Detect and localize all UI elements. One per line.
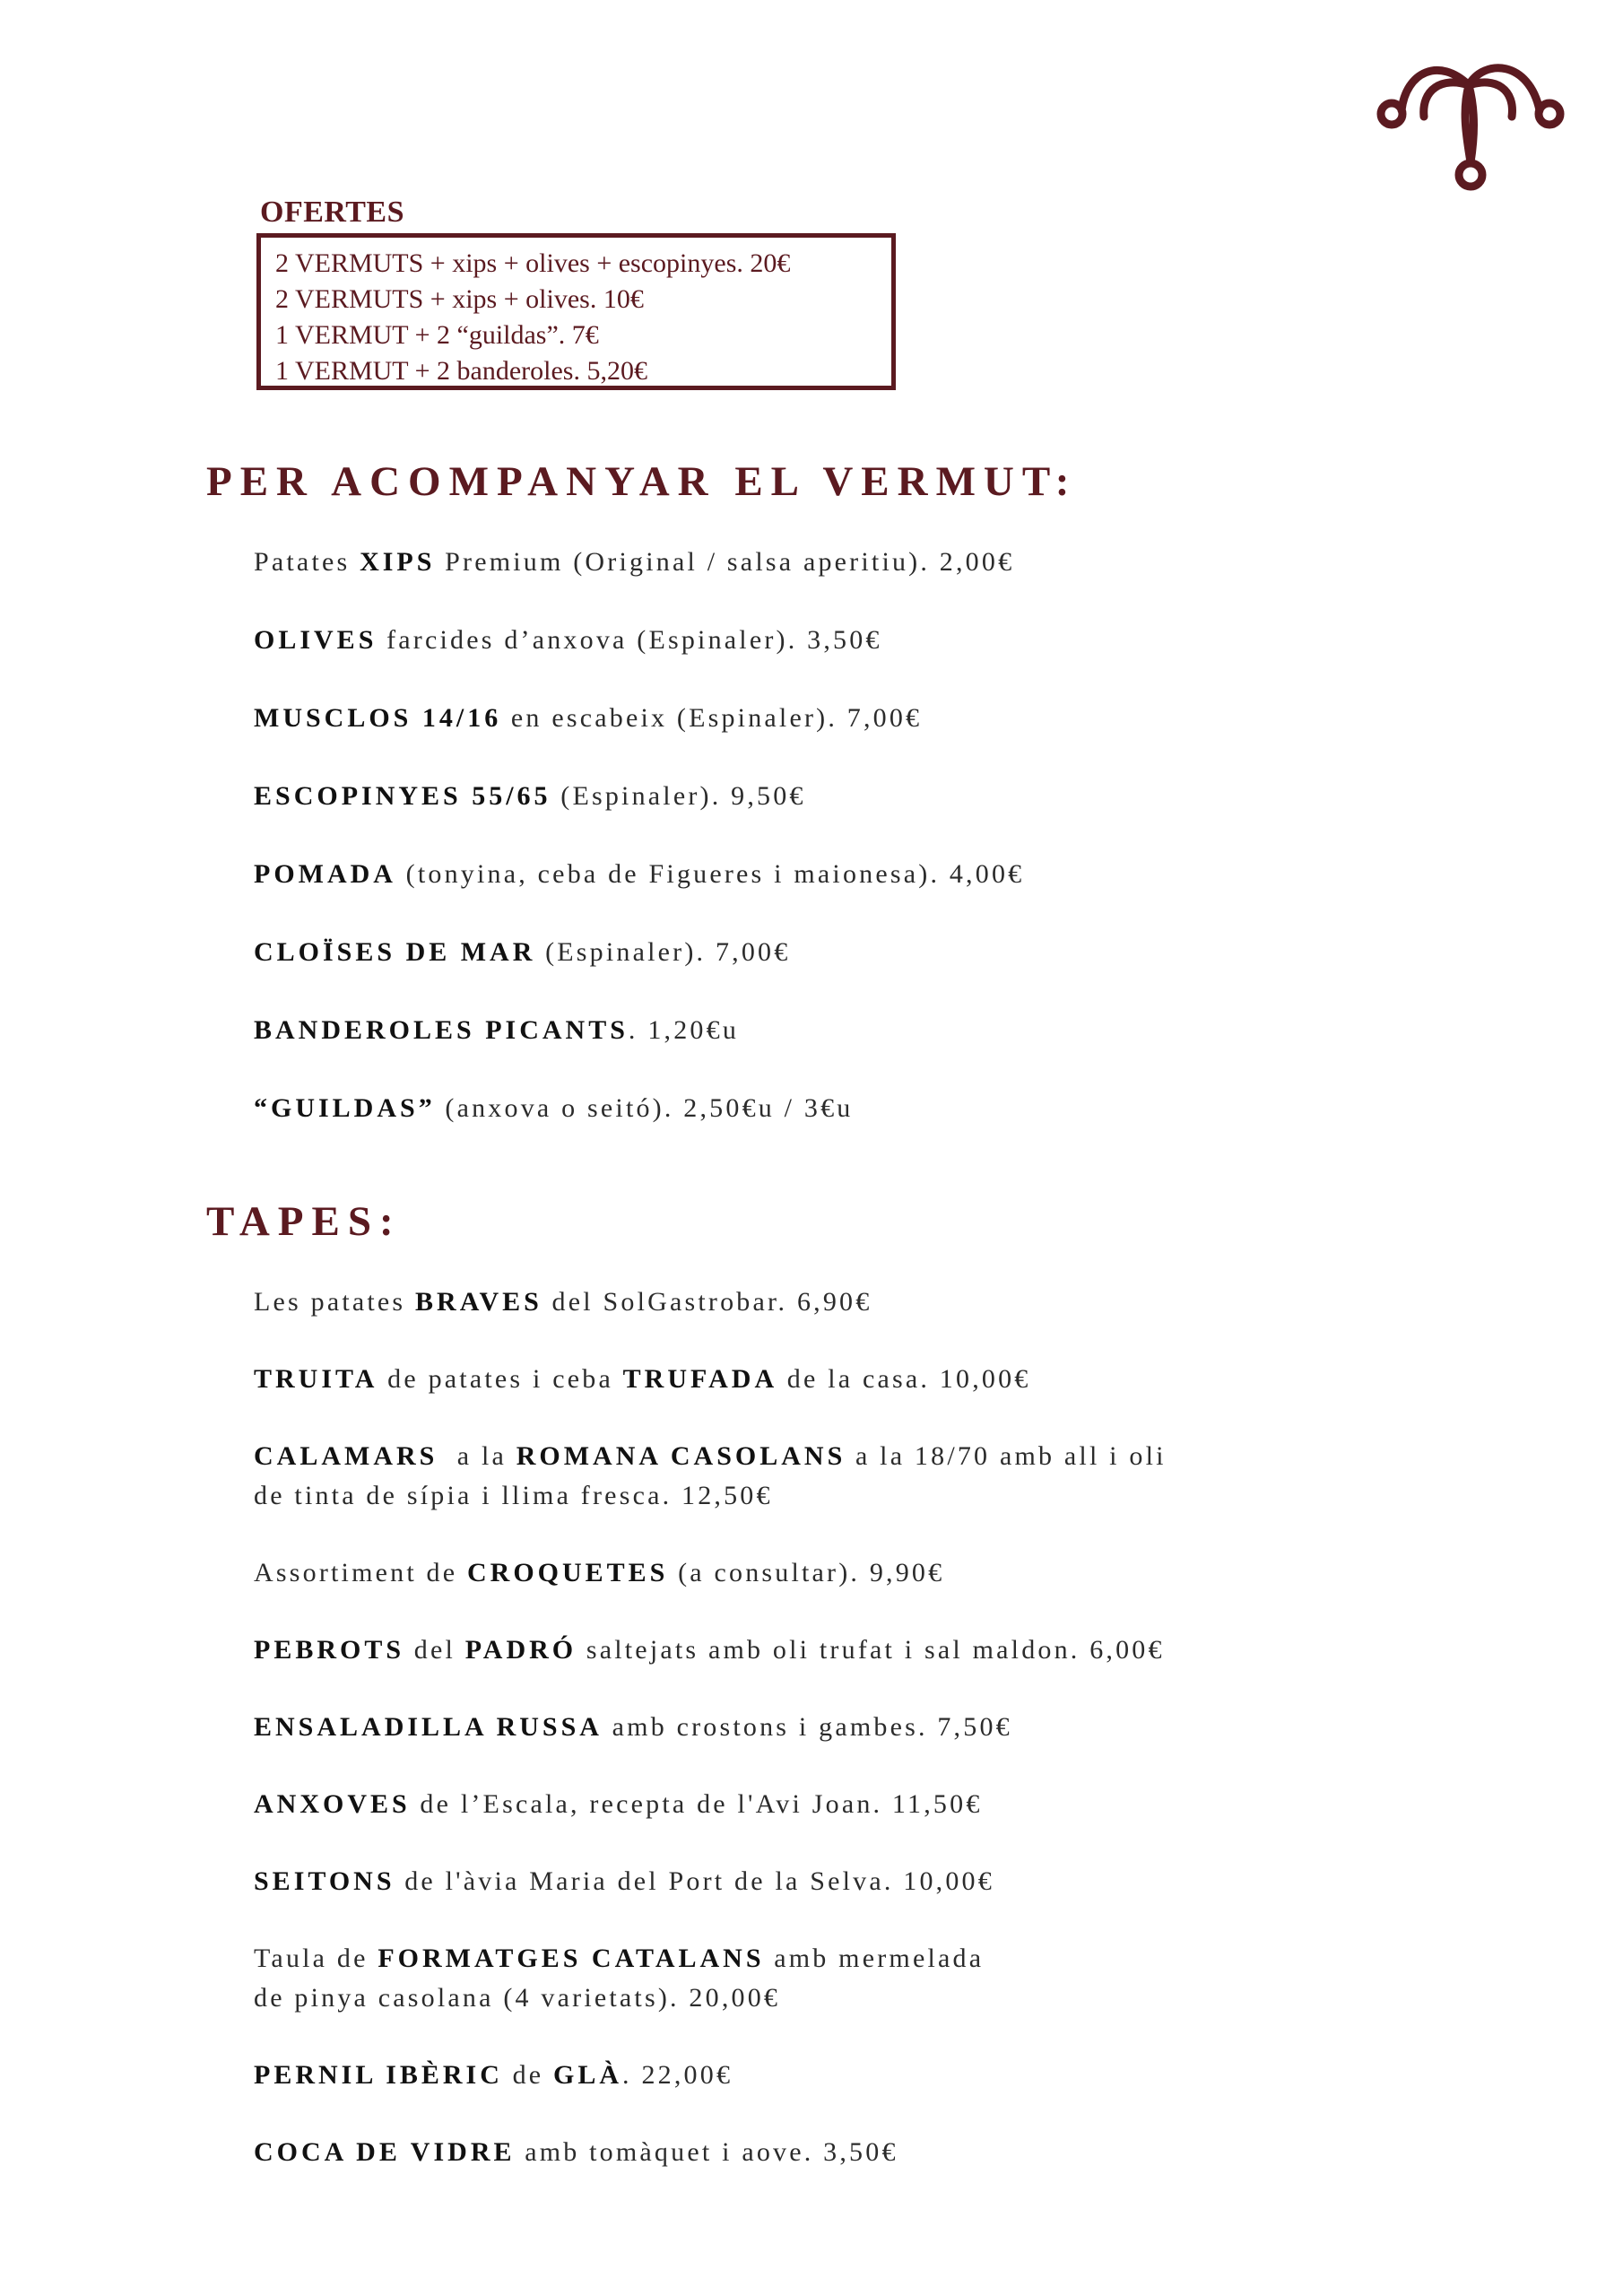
- menu-item: POMADA (tonyina, ceba de Figueres i maionesa). 4,00€: [254, 859, 1025, 889]
- menu-item: CALAMARS a la ROMANA CASOLANS a la 18/70 amb all i oli de tinta de sípia i llima fresca. 12,50€: [254, 1441, 1167, 1510]
- menu-item: TRUITA de patates i ceba TRUFADA de la casa. 10,00€: [254, 1364, 1031, 1394]
- menu-item: PERNIL IBÈRIC de GLÀ. 22,00€: [254, 2060, 733, 2090]
- menu-item: PEBROTS del PADRÓ saltejats amb oli trufat i sal maldon. 6,00€: [254, 1635, 1165, 1665]
- menu-item: BANDEROLES PICANTS. 1,20€u: [254, 1015, 740, 1045]
- menu-item: “GUILDAS” (anxova o seitó). 2,50€u / 3€u: [254, 1093, 854, 1123]
- offer-line: 2 VERMUTS + xips + olives. 10€: [275, 284, 644, 314]
- tapes-heading: TAPES:: [206, 1198, 402, 1245]
- offers-title: OFERTES: [260, 196, 405, 229]
- menu-item: Les patates BRAVES del SolGastrobar. 6,90€: [254, 1287, 872, 1317]
- menu-item: ENSALADILLA RUSSA amb crostons i gambes. 7,50€: [254, 1712, 1012, 1742]
- menu-item: ANXOVES de l’Escala, recepta de l'Avi Joan. 11,50€: [254, 1789, 983, 1819]
- vermut-list: [254, 543, 1569, 1167]
- offers-box: [256, 233, 896, 390]
- menu-item: ESCOPINYES 55/65 (Espinaler). 9,50€: [254, 781, 806, 811]
- menu-item: Taula de FORMATGES CATALANS amb mermelada de pinya casolana (4 varietats). 20,00€: [254, 1944, 985, 2013]
- offer-line: 1 VERMUT + 2 banderoles. 5,20€: [275, 356, 647, 386]
- menu-item: Assortiment de CROQUETES (a consultar). 9,90€: [254, 1558, 945, 1587]
- tapes-list: [254, 1283, 1569, 2210]
- vermut-heading: PER ACOMPANYAR EL VERMUT:: [206, 458, 1078, 505]
- menu-item: CLOÏSES DE MAR (Espinaler). 7,00€: [254, 937, 791, 967]
- offer-line: 2 VERMUTS + xips + olives + escopinyes. 20€: [275, 248, 791, 278]
- jester-hat-logo-icon: [1372, 49, 1569, 193]
- menu-item: SEITONS de l'àvia Maria del Port de la Selva. 10,00€: [254, 1866, 994, 1896]
- menu-item: Patates XIPS Premium (Original / salsa aperitiu). 2,00€: [254, 547, 1015, 577]
- menu-item: MUSCLOS 14/16 en escabeix (Espinaler). 7,00€: [254, 703, 923, 733]
- menu-item: OLIVES farcides d’anxova (Espinaler). 3,50€: [254, 625, 882, 655]
- offer-line: 1 VERMUT + 2 “guildas”. 7€: [275, 320, 599, 350]
- menu-item: COCA DE VIDRE amb tomàquet i aove. 3,50€: [254, 2137, 898, 2167]
